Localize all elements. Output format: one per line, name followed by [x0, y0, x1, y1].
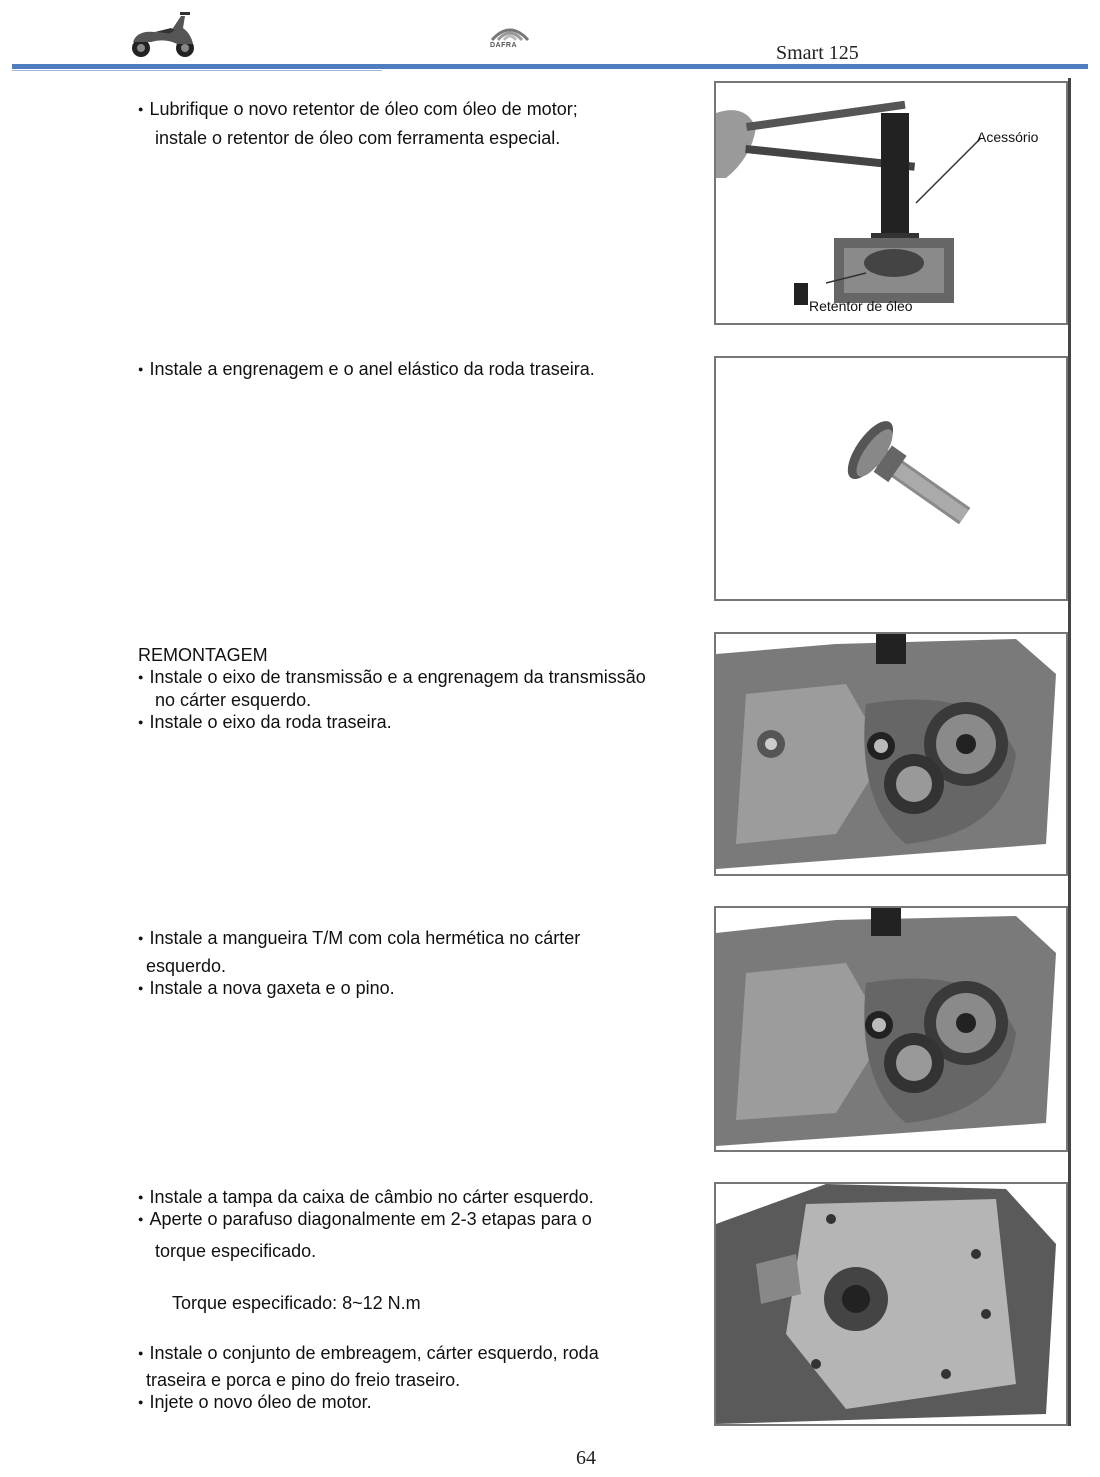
step2-line1: ● Instale a engrenagem e o anel elástico da roda traseira.	[138, 358, 595, 380]
page-number: 64	[576, 1447, 596, 1469]
step3-line2: no cárter esquerdo.	[155, 690, 312, 710]
dafra-logo-icon	[486, 16, 534, 56]
step5-line3: torque especificado.	[155, 1241, 317, 1261]
step5-line2: ● Aperte o parafuso diagonalmente em 2-3 etapas para o	[138, 1208, 592, 1230]
rear-wheel-gear-photo	[714, 356, 1068, 601]
oil-seal-install-photo	[714, 81, 1068, 325]
header-thin-rule	[12, 70, 382, 71]
step4-line2: esquerdo.	[146, 956, 227, 976]
step5-line6: ● Injete o novo óleo de motor.	[138, 1391, 372, 1413]
label-accessory: Acessório	[977, 129, 1039, 145]
brand-name: DAFRA	[490, 42, 517, 49]
crankcase-gasket-photo	[714, 906, 1068, 1152]
scooter-logo-icon	[125, 8, 200, 60]
document-title: Smart 125	[776, 42, 859, 64]
step1-line2: instale o retentor de óleo com ferramenta especial.	[155, 128, 561, 148]
header-rule	[12, 64, 1088, 69]
step1-line1: ● Lubrifique o novo retentor de óleo com óleo de motor;	[138, 98, 578, 120]
step5-line5: traseira e porca e pino do freio traseiro.	[146, 1370, 461, 1390]
step3-line1: ● Instale o eixo de transmissão e a engrenagem da transmissão	[138, 666, 646, 688]
label-oil-seal: Retentor de óleo	[809, 298, 913, 314]
step5-line4: ● Instale o conjunto de embreagem, cárter esquerdo, roda	[138, 1342, 599, 1364]
section-heading: REMONTAGEM	[138, 645, 268, 665]
step3-line3: ● Instale o eixo da roda traseira.	[138, 711, 392, 733]
step4-line3: ● Instale a nova gaxeta e o pino.	[138, 977, 395, 999]
gearbox-cover-photo	[714, 1182, 1068, 1426]
step5-line1: ● Instale a tampa da caixa de câmbio no cárter esquerdo.	[138, 1186, 594, 1208]
step4-line1: ● Instale a mangueira T/M com cola hermética no cárter	[138, 927, 580, 949]
torque-spec: Torque especificado: 8~12 N.m	[172, 1293, 421, 1313]
page-right-border	[1068, 78, 1071, 1426]
transmission-gears-photo	[714, 632, 1068, 876]
